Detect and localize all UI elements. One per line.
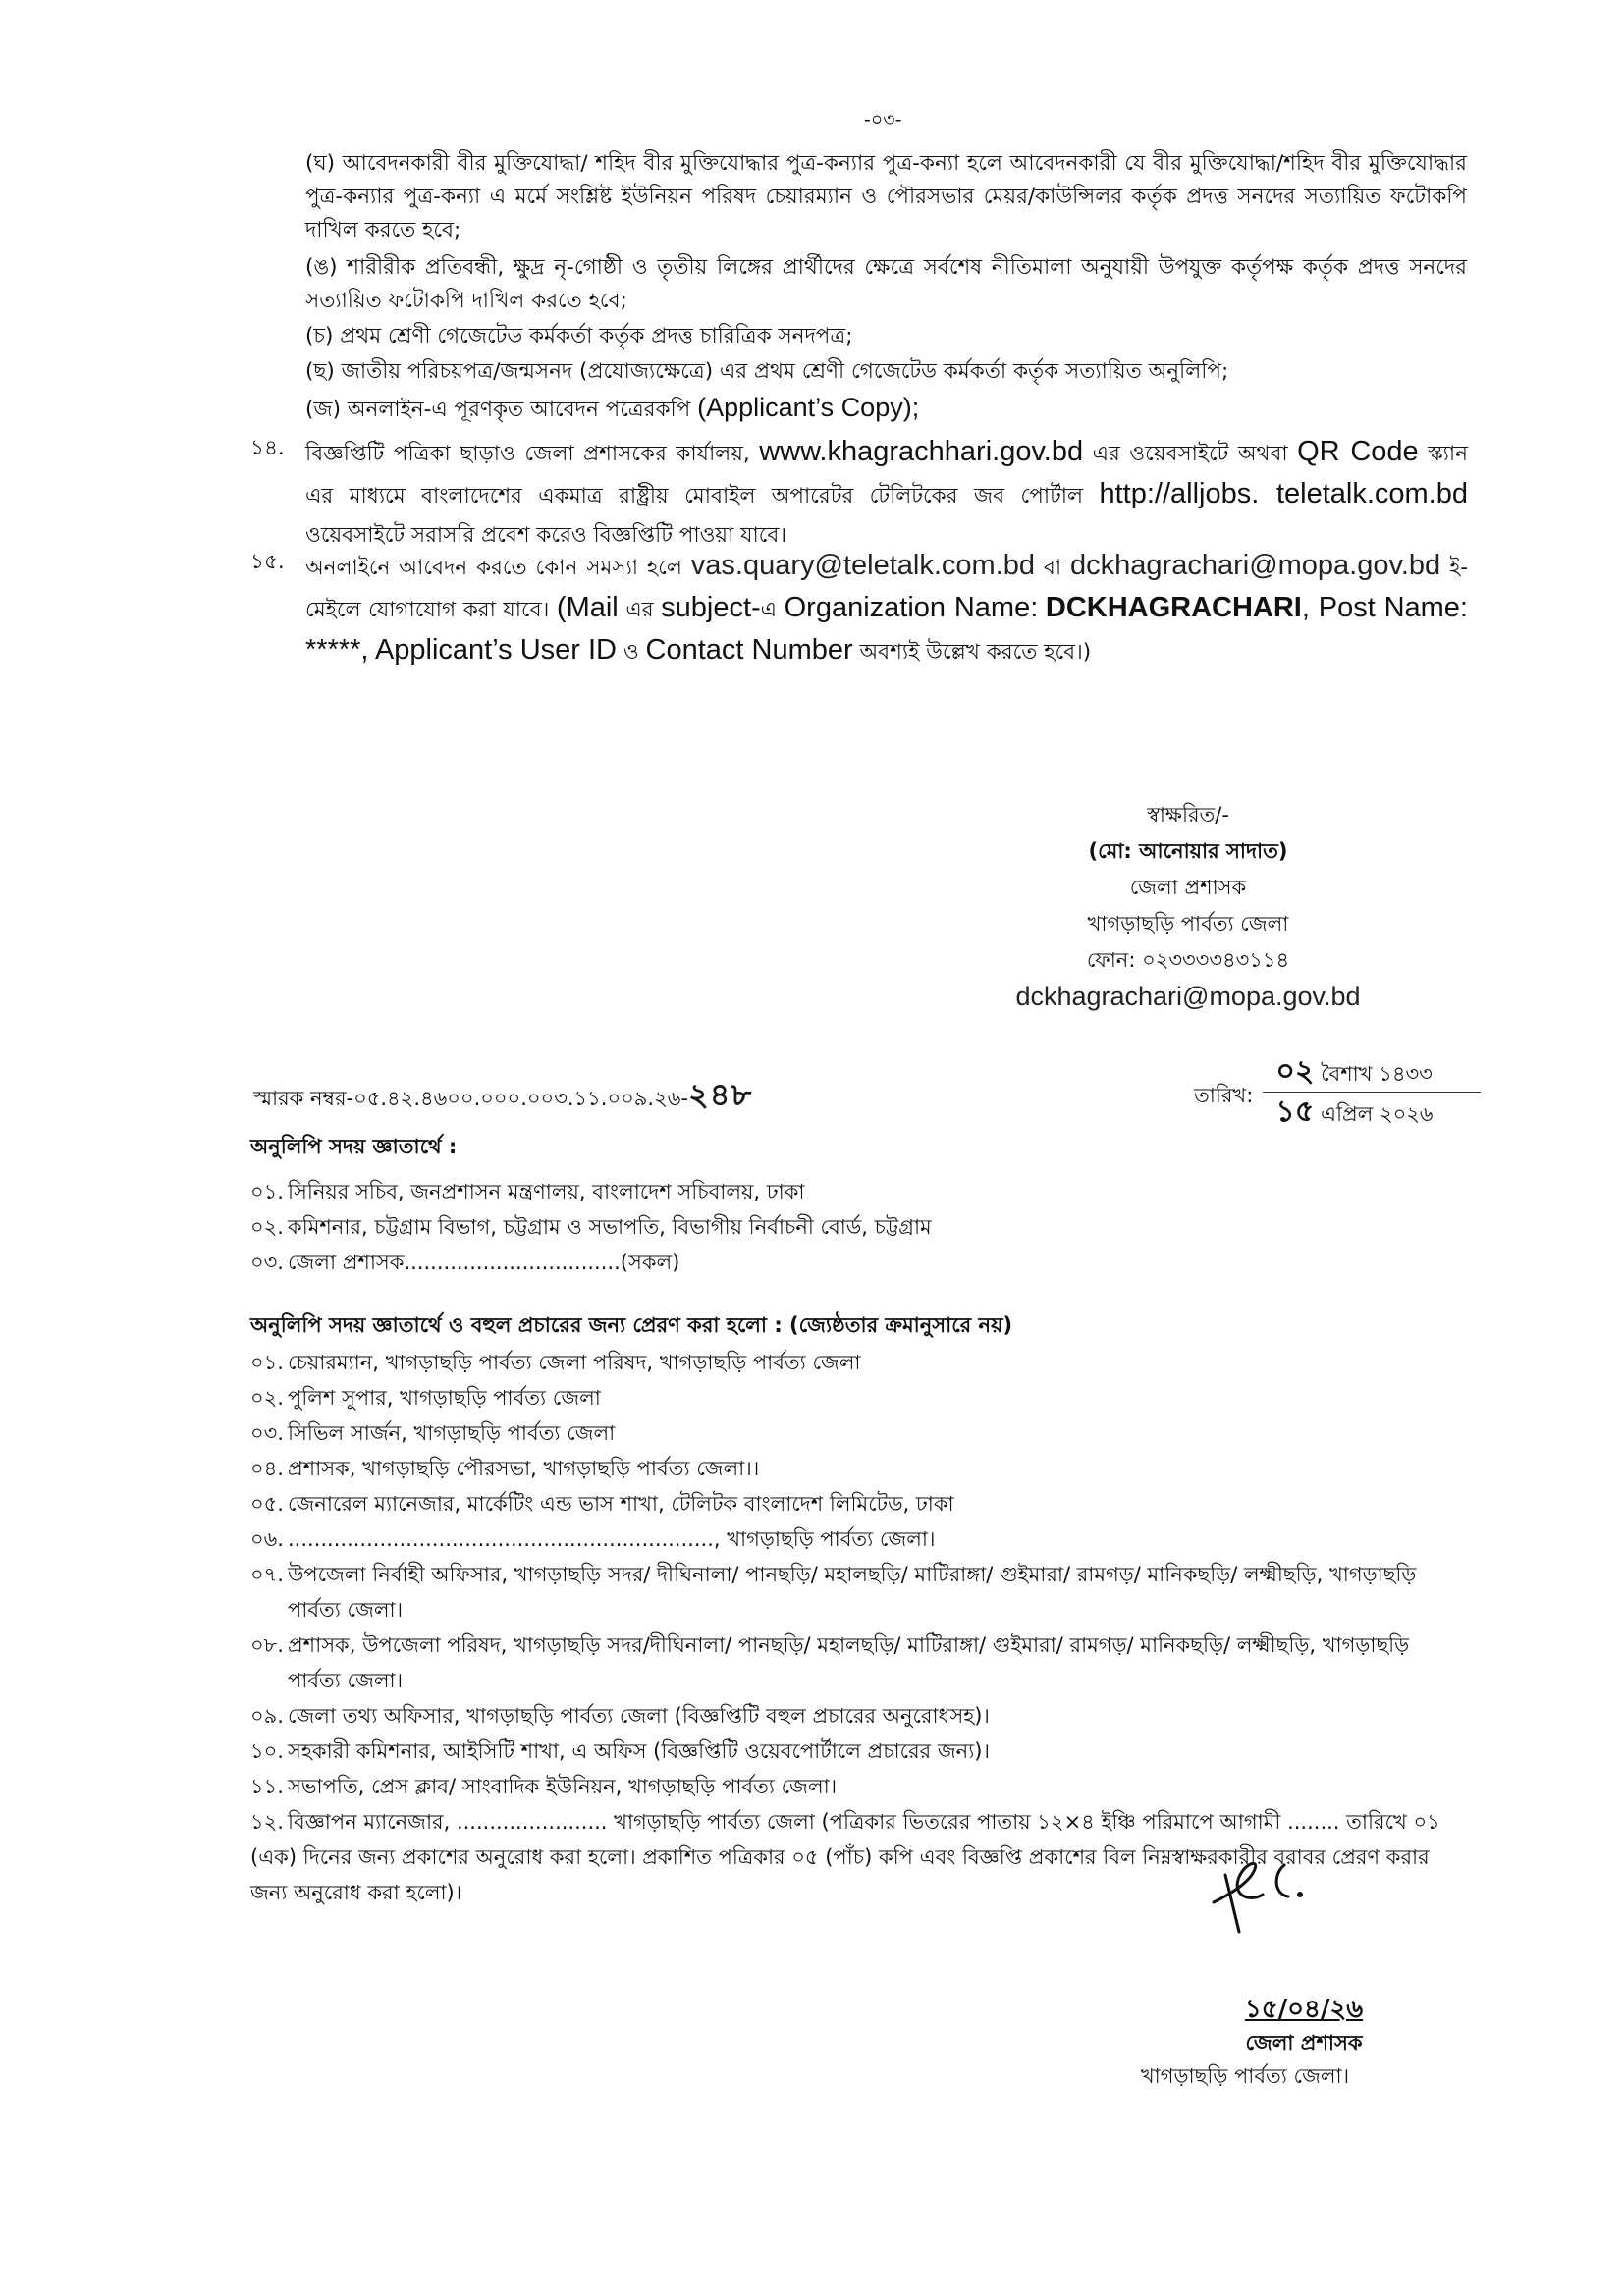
qr-code-text: QR Code (1297, 436, 1419, 467)
list-item-number: ০২. (250, 1386, 284, 1410)
signatory-email[interactable]: dckhagrachari@mopa.gov.bd (1015, 982, 1361, 1011)
list-item-text: সভাপতি, প্রেস ক্লাব/ সাংবাদিক ইউনিয়ন, খাগড়াছড়ি পার্বত্য জেলা। (288, 1775, 838, 1798)
item-14-part: স্ক্যান এর মাধ্যমে বাংলাদেশের একমাত্র রাষ্ট্রীয় মোবাইল অপারেটর টেলিটকের জব পোর্টাল (305, 442, 1468, 508)
list-item-text: সিভিল সার্জন, খাগড়াছড়ি পার্বত্য জেলা (288, 1421, 616, 1445)
item-15-part: ই-মেইলে যোগাযোগ করা যাবে। (305, 556, 1469, 622)
sub-item-ja (305, 391, 1467, 427)
sub-item-gha (305, 147, 1467, 247)
item-15-part: বা (1043, 556, 1062, 580)
list-item (250, 1174, 1468, 1209)
list-item (250, 1698, 1468, 1734)
list-item-number: ০৩. (250, 1251, 284, 1274)
list-item-number: ০১. (250, 1351, 284, 1374)
item-14 (250, 432, 1468, 556)
date-label: তারিখ: (1194, 1084, 1254, 1107)
sub-item-text: অনলাইন-এ পূরণকৃত আবেদন পত্রেরকপি (347, 398, 691, 422)
item-15-part: অনলাইনে আবেদন করতে কোন সমস্যা হলে (305, 556, 682, 580)
list-item-text: কমিশনার, চট্টগ্রাম বিভাগ, চট্টগ্রাম ও সভাপতি, বিভাগীয় নির্বাচনী বোর্ড, চট্টগ্রাম (288, 1215, 932, 1239)
list-item-text: সহকারী কমিশনার, আইসিটি শাখা, এ অফিস (বিজ্ঞপ্তিটি ওয়েবপোর্টালে প্রচারের জন্য)। (288, 1739, 990, 1763)
sub-item-chha (305, 355, 1467, 389)
sub-item-label: (ঙ) (305, 255, 338, 280)
signature-block (982, 797, 1394, 1015)
copy-list-info (250, 1129, 1468, 1280)
signature-stroke (1214, 1863, 1263, 1932)
applicant-copy-latin: (Applicant’s Copy); (697, 393, 920, 422)
sub-item-label: (জ) (305, 398, 342, 422)
item-15-part: অবশ্যই উল্লেখ করতে হবে।) (859, 640, 1092, 665)
list-item (250, 1522, 1468, 1557)
item-15-latin: , Post Name: *****, Applicant’s User ID (305, 592, 1468, 666)
list-item-text: বিজ্ঞাপন ম্যানেজার, ....................... খাগড়াছড়ি পার্বত্য জেলা (পত্রিকার ভিতরের পাতায় ১২×৪ ইঞ্চি পরিমাপে আগামী ........ তারিখে ০১ (এক) দিনের জন্য প্রকাশের অনুরোধ করা হলো। প্রকাশিত পত্রিকার ০৫ (পাঁচ) কপি এবং বিজ্ঞপ্তি প্রকাশের বিল নিম্নস্বাক্ষরকারীর বরাবর প্রেরণ করার জন্য অনুরোধ করা হলো)। (250, 1810, 1440, 1904)
list-item (250, 1486, 1468, 1522)
signatory-phone: ফোন: ০২৩৩৩৩৪৩১১৪ (1086, 948, 1290, 972)
memo-handwritten-number: ২৪৮ (687, 1076, 753, 1113)
sub-item-text: প্রথম শ্রেণী গেজেটেড কর্মকর্তা কর্তৃক প্রদত্ত চারিত্রিক সনদপত্র; (340, 324, 853, 348)
item-15 (250, 546, 1468, 672)
english-date-month-year: এপ্রিল ২০২৬ (1320, 1102, 1434, 1126)
list-item (250, 1380, 1468, 1415)
teletalk-email-link[interactable]: vas.quary@teletalk.com.bd (690, 550, 1036, 581)
list-item-number: ০৬. (250, 1527, 284, 1551)
list-item-number: ১০. (250, 1739, 284, 1763)
list-item (250, 1734, 1468, 1769)
list-item-text: চেয়ারম্যান, খাগড়াছড়ি পার্বত্য জেলা পরিষদ, খাগড়াছড়ি পার্বত্য জেলা (288, 1351, 861, 1374)
copy-list-heading: অনুলিপি সদয় জ্ঞাতার্থে ও বহুল প্রচারের জন্য প্রেরণ করা হলো : (জ্যেষ্ঠতার ক্রমানুসারে নয়) (250, 1313, 1013, 1337)
list-item-number: ১১. (250, 1775, 284, 1798)
dc-email-link[interactable]: dckhagrachari@mopa.gov.bd (1070, 550, 1441, 581)
english-date-day: ১৫ (1275, 1095, 1315, 1129)
sub-item-label: (ঘ) (305, 151, 336, 176)
handwritten-signature (1206, 1855, 1373, 1963)
signature-dot (1297, 1892, 1303, 1897)
item-15-latin: Contact Number (645, 634, 853, 666)
list-item-text: জেনারেল ম্যানেজার, মার্কেটিং এন্ড ভাস শাখা, টেলিটক বাংলাদেশ লিমিটেড, ঢাকা (288, 1492, 954, 1516)
sub-item-text: জাতীয় পরিচয়পত্র/জন্মসনদ (প্রযোজ্যক্ষেত্রে) এর প্রথম শ্রেণী গেজেটেড কর্মকর্তা কর্তৃক সত্যায়িত অনুলিপি; (341, 359, 1229, 384)
list-item (250, 1415, 1468, 1451)
item-14-text (305, 432, 1468, 556)
item-15-latin: Organization Name: (784, 592, 1039, 623)
item-number: ১৫. (250, 550, 285, 574)
bangla-date (1263, 1052, 1481, 1092)
list-item-number: ০৩. (250, 1421, 284, 1445)
final-signatory-district: খাগড়াছড়ি পার্বত্য জেলা। (1140, 2064, 1350, 2088)
item-15-part: এর (625, 598, 654, 622)
english-date (1263, 1093, 1481, 1132)
bangla-date-day: ০২ (1275, 1054, 1315, 1089)
sub-item-label: (ছ) (305, 359, 335, 384)
list-item-text: উপজেলা নির্বাহী অফিসার, খাগড়াছড়ি সদর/ দীঘিনালা/ পানছড়ি/ মহালছড়ি/ মাটিরাঙ্গা/ গুইমারা/ রামগড়/ মানিকছড়ি/ লক্ষ্মীছড়ি, খাগড়াছড়ি পার্বত্য জেলা। (288, 1563, 1417, 1622)
item-15-latin: subject- (661, 592, 761, 623)
final-signature-block (1098, 1993, 1392, 2093)
date-fraction (1263, 1052, 1481, 1132)
item-14-part: বিজ্ঞপ্তিটি পত্রিকা ছাড়াও জেলা প্রশাসকের কার্যালয়, (305, 442, 750, 466)
list-item (250, 1245, 1468, 1280)
signatory-name: (মো: আনোয়ার সাদাত) (1088, 839, 1288, 863)
memo-number (253, 1070, 752, 1123)
list-item-text: প্রশাসক, খাগড়াছড়ি পৌরসভা, খাগড়াছড়ি পার্বত্য জেলা।। (288, 1457, 760, 1480)
signature-stroke (1276, 1865, 1288, 1896)
list-item (250, 1345, 1468, 1380)
item-15-part: ও (623, 640, 639, 665)
organization-name: DCKHAGRACHARI (1045, 592, 1302, 623)
list-item-number: ১২. (250, 1810, 284, 1834)
list-item (250, 1451, 1468, 1486)
signature-date: ১৫/০৪/২৬ (1244, 1995, 1364, 2024)
signatory-title: জেলা প্রশাসক (1129, 876, 1247, 899)
copy-list-heading: অনুলিপি সদয় জ্ঞাতার্থে : (250, 1135, 458, 1158)
list-item (250, 1557, 1468, 1628)
alljobs-link[interactable]: http://alljobs. teletalk.com.bd (1099, 478, 1468, 509)
website-link[interactable]: www.khagrachhari.gov.bd (759, 436, 1084, 467)
list-item-number: ০৭. (250, 1563, 284, 1586)
sub-item-cha (305, 320, 1467, 353)
sub-item-text: শারীরীক প্রতিবন্ধী, ক্ষুদ্র নৃ-গোষ্ঠী ও তৃতীয় লিঙ্গের প্রার্থীদের ক্ষেত্রে সর্বশেষ নীতিমালা অনুযায়ী উপযুক্ত কর্তৃপক্ষ কর্তৃক প্রদত্ত সনদের সত্যায়িত ফটোকপি দাখিল করতে হবে; (305, 255, 1467, 313)
list-item-number: ০৯. (250, 1704, 284, 1728)
list-item-number: ০৮. (250, 1633, 284, 1657)
list-item-text: সিনিয়র সচিব, জনপ্রশাসন মন্ত্রণালয়, বাংলাদেশ সচিবালয়, ঢাকা (288, 1180, 805, 1203)
item-14-part: ওয়েবসাইটে সরাসরি প্রবেশ করেও বিজ্ঞপ্তিটি পাওয়া যাবে। (305, 523, 787, 548)
list-item-text: জেলা তথ্য অফিসার, খাগড়াছড়ি পার্বত্য জেলা (বিজ্ঞপ্তিটি বহুল প্রচারের অনুরোধসহ)। (288, 1704, 990, 1728)
signatory-district: খাগড়াছড়ি পার্বত্য জেলা (1087, 912, 1289, 935)
list-item-text: জেলা প্রশাসক.................................(সকল) (288, 1251, 680, 1274)
list-item-number: ০২. (250, 1215, 284, 1239)
sub-items-list (305, 147, 1467, 427)
list-item-number: ০৪. (250, 1457, 284, 1480)
memo-prefix: স্মারক নম্বর-০৫.৪২.৪৬০০.০০০.০০৩.১১.০০৯.২৬- (253, 1087, 688, 1110)
list-item-text: পুলিশ সুপার, খাগড়াছড়ি পার্বত্য জেলা (288, 1386, 601, 1410)
list-item (250, 1628, 1468, 1698)
list-item (250, 1769, 1468, 1804)
sub-item-umo (305, 251, 1467, 318)
list-item (250, 1209, 1468, 1245)
sub-item-text: আবেদনকারী বীর মুক্তিযোদ্ধা/ শহিদ বীর মুক্তিযোদ্ধার পুত্র-কন্যার পুত্র-কন্যা হলে আবেদনকারী যে বীর মুক্তিযোদ্ধা/শহিদ বীর মুক্তিযোদ্ধার পুত্র-কন্যার পুত্র-কন্যা এ মর্মে সংশ্লিষ্ট ইউনিয়ন পরিষদ চেয়ারম্যান ও পৌরসভার মেয়র/কাউন্সিলর কর্তৃক প্রদত্ত সনদের সত্যায়িত ফটোকপি দাখিল করতে হবে; (305, 151, 1467, 242)
list-item-number: ০৫. (250, 1492, 284, 1516)
item-14-part: এর ওয়েবসাইটে অথবা (1092, 442, 1288, 466)
bangla-date-month-year: বৈশাখ ১৪৩৩ (1321, 1062, 1433, 1086)
item-15-latin: (Mail (556, 592, 619, 623)
page-number: -০৩- (864, 109, 902, 131)
final-signatory-title: জেলা প্রশাসক (1245, 2031, 1363, 2055)
item-15-part: এ (760, 598, 778, 622)
item-number: ১৪. (250, 436, 285, 460)
item-15-text (305, 546, 1468, 672)
copy-list-publicity (250, 1308, 1468, 1910)
list-item-text: ................................................................., খাগড়াছড়ি পার্বত্য জেলা। (288, 1527, 936, 1551)
list-item-number: ০১. (250, 1180, 284, 1203)
sub-item-label: (চ) (305, 324, 334, 348)
list-item-text: প্রশাসক, উপজেলা পরিষদ, খাগড়াছড়ি সদর/দীঘিনালা/ পানছড়ি/ মহালছড়ি/ মাটিরাঙ্গা/ গুইমারা/ রামগড়/ মানিকছড়ি/ লক্ষ্মীছড়ি, খাগড়াছড়ি পার্বত্য জেলা। (288, 1633, 1410, 1692)
signed-label: স্বাক্ষরিত/- (1147, 803, 1229, 827)
